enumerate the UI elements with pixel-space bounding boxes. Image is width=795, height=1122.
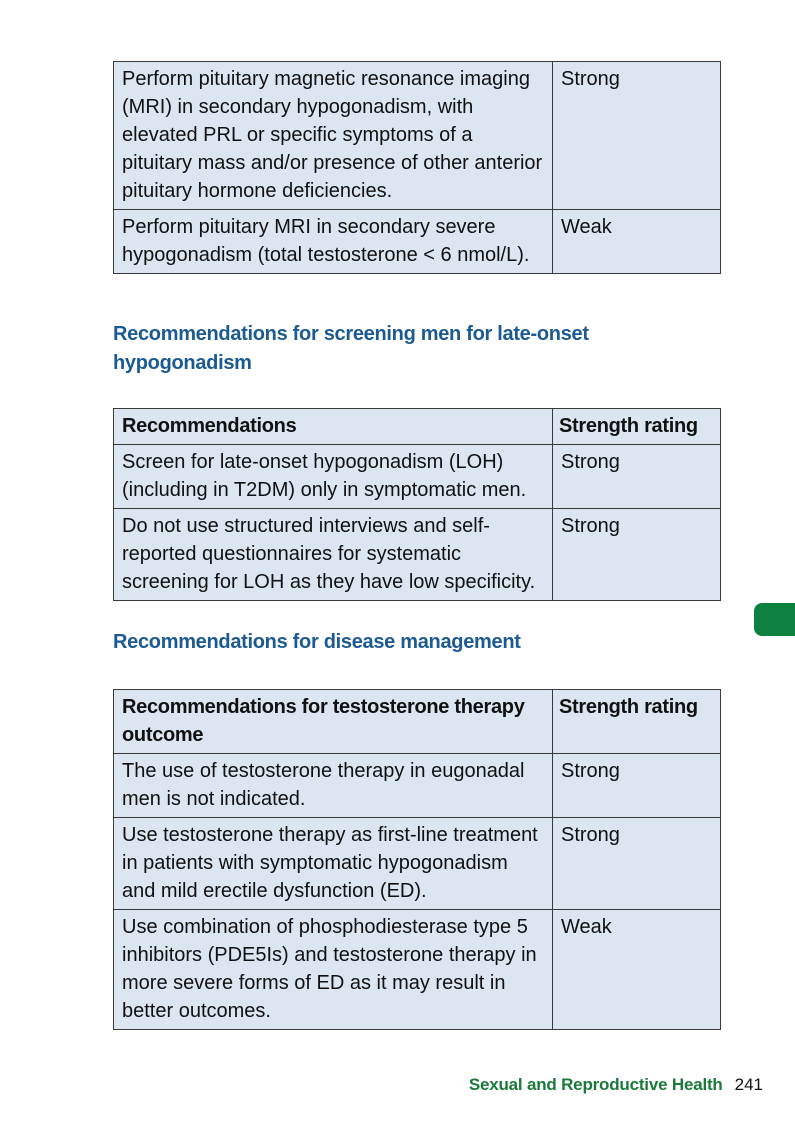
strength-rating-cell: Weak	[553, 210, 721, 274]
strength-rating-cell: Weak	[553, 910, 721, 1030]
column-header-strength-rating: Strength rating	[553, 409, 721, 445]
recommendation-cell: Perform pituitary MRI in secondary severe hypogonadism (total testosterone < 6 nmol/L).	[114, 210, 553, 274]
recommendation-cell: Use combination of phosphodiesterase type 5 inhibitors (PDE5Is) and testosterone therapy in more severe forms of ED as it may result in better outcomes.	[114, 910, 553, 1030]
strength-rating-cell: Strong	[553, 62, 721, 210]
strength-rating-cell: Strong	[553, 445, 721, 509]
recommendation-cell: Use testosterone therapy as first-line treatment in patients with symptomatic hypogonadism and mild erectile dysfunction (ED).	[114, 818, 553, 910]
strength-rating-cell: Strong	[553, 818, 721, 910]
recommendation-cell: Do not use structured interviews and self-reported questionnaires for systematic screening for LOH as they have low specificity.	[114, 509, 553, 601]
column-header-strength-rating: Strength rating	[553, 690, 721, 754]
strength-rating-cell: Strong	[553, 754, 721, 818]
pituitary-mri-recommendations-table	[113, 61, 721, 274]
table-row	[114, 62, 721, 210]
recommendation-cell: Screen for late-onset hypogonadism (LOH) (including in T2DM) only in symptomatic men.	[114, 445, 553, 509]
column-header-recommendations: Recommendations for testosterone therapy outcome	[114, 690, 553, 754]
management-section-heading: Recommendations for disease management	[113, 631, 521, 653]
table-header-row	[114, 690, 721, 754]
table-row	[114, 509, 721, 601]
table-row	[114, 754, 721, 818]
table-row	[114, 910, 721, 1030]
page-footer	[469, 1074, 763, 1096]
screening-section-heading: Recommendations for screening men for late-onset hypogonadism	[113, 323, 589, 374]
column-header-recommendations: Recommendations	[114, 409, 553, 445]
recommendation-cell: The use of testosterone therapy in eugonadal men is not indicated.	[114, 754, 553, 818]
table-row	[114, 210, 721, 274]
table-row	[114, 445, 721, 509]
table-row	[114, 818, 721, 910]
strength-rating-cell: Strong	[553, 509, 721, 601]
footer-section-name: Sexual and Reproductive Health	[468, 1075, 723, 1094]
screening-recommendations-table	[113, 408, 721, 601]
chapter-tab-marker	[754, 603, 795, 636]
page-number: 241	[734, 1075, 763, 1094]
recommendation-cell: Perform pituitary magnetic resonance imaging (MRI) in secondary hypogonadism, with elevated PRL or specific symptoms of a pituitary mass and/or presence of other anterior pituitary hormone deficiencies.	[114, 62, 553, 210]
table-header-row	[114, 409, 721, 445]
management-recommendations-table	[113, 689, 721, 1030]
